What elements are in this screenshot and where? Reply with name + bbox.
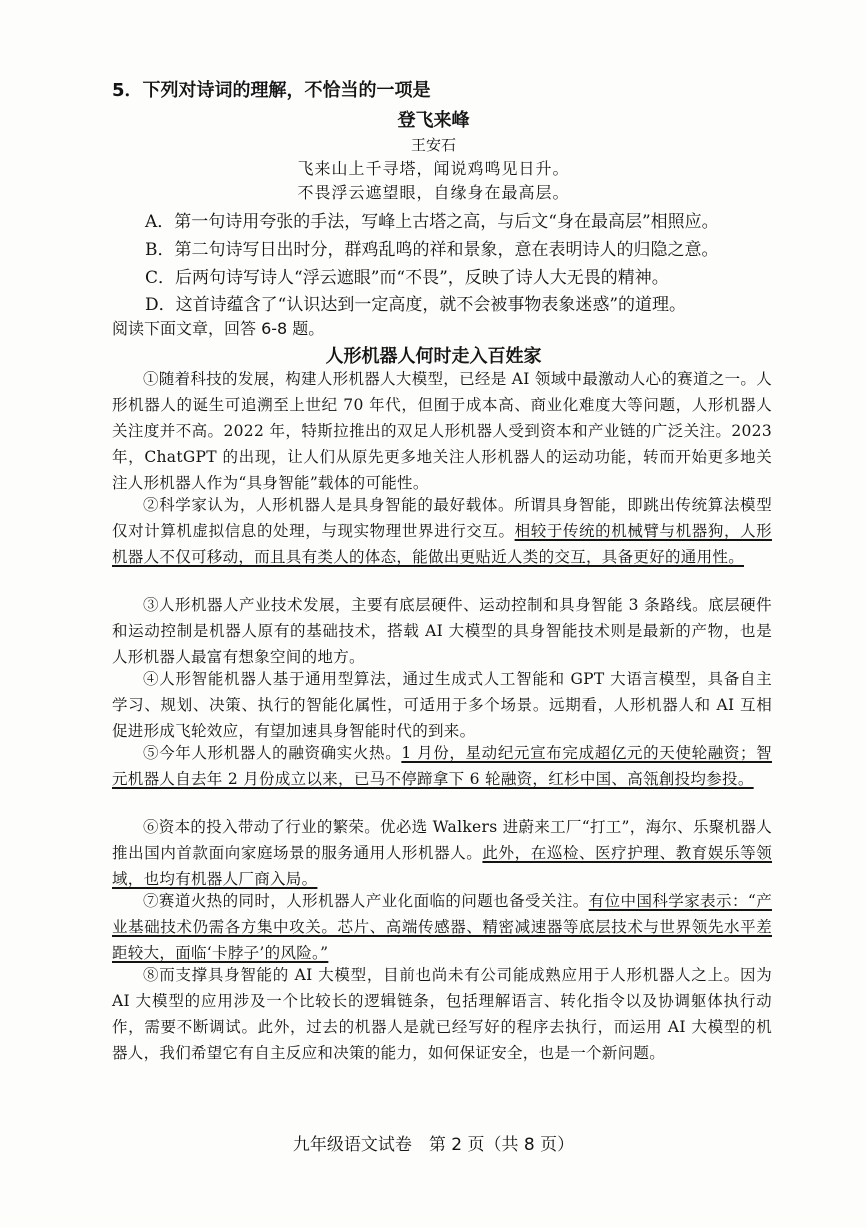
poem-line: 不畏浮云遮望眼，自缘身在最高层。 — [297, 183, 570, 202]
option-c: C．后两句诗写诗人“浮云遮眼”而“不畏”，反映了诗人大无畏的精神。 — [145, 268, 669, 288]
paragraph-7-text: ⑦赛道火热的同时，人形机器人产业化面临的问题也备受关注。 — [143, 892, 589, 910]
paragraph-6 — [112, 814, 772, 892]
paragraph-1: ①随着科技的发展，构建人形机器人大模型，已经是 AI 领域中最激动人心的赛道之一。人形机器人的诞生可追溯至上世纪 70 年代，但囿于成本高、商业化难度大等问题，人形机器人关注度并不高。2022 年，特斯拉推出的双足人形机器人受到资本和产业链的广泛关注。2023 年，ChatGPT 的出现，让人们从原先更多地关注人形机器人的运动功能，转而开始更多地关注人形机器人作为“具身智能”载体的可能性。 — [112, 370, 772, 492]
poem-line: 飞来山上千寻塔，闻说鸡鸣见日升。 — [297, 159, 570, 178]
paragraph-6-text: ⑥资本的投入带动了行业的繁荣。优必选 Walkers 进蔚来工厂“打工”，海尔、乐聚机器人推出国内首款面向家庭场景的服务通用人形机器人。 — [112, 818, 772, 862]
paragraph-2-underlined: 相较于传统的机械臂与机器狗，人形机器人不仅可移动，而且具有类人的体态，能做出更贴近人类的交互，具备更好的通用性。 — [112, 522, 772, 566]
paragraph-5 — [112, 740, 772, 792]
option-d: D．这首诗蕴含了“认识达到一定高度，就不会被事物表象迷惑”的道理。 — [145, 295, 687, 315]
poem-title: 登飞来峰 — [397, 110, 470, 131]
option-a: A．第一句诗用夸张的手法，写峰上古塔之高，与后文“身在最高层”相照应。 — [145, 212, 719, 232]
paragraph-6-underlined: 此外，在巡检、医疗护理、教育娱乐等领域，也均有机器人厂商入局。 — [112, 844, 773, 888]
question-5-title: 5．下列对诗词的理解，不恰当的一项是 — [112, 80, 431, 101]
paragraph-2-text: ②科学家认为，人形机器人是具身智能的最好载体。所谓具身智能，即跳出传统算法模型仅对计算机虚拟信息的处理，与现实物理世界进行交互。 — [112, 496, 772, 540]
paragraph-5-text: ⑤今年人形机器人的融资确实火热。 — [143, 744, 402, 762]
page-footer: 九年级语文试卷 第 2 页（共 8 页） — [292, 1135, 575, 1155]
option-b: B．第二句诗写日出时分，群鸡乱鸣的祥和景象，意在表明诗人的归隐之意。 — [145, 240, 719, 260]
reading-instruction: 阅读下面文章，回答 6-8 题。 — [112, 319, 325, 338]
paragraph-8: ⑧而支撑具身智能的 AI 大模型，目前也尚未有公司能成熟应用于人形机器人之上。因为 AI 大模型的应用涉及一个比较长的逻辑链条，包括理解语言、转化指令以及协调躯体执行动作，需要不断调试。此外，过去的机器人是就已经写好的程序去执行，而运用 AI 大模型的机器人，我们希望它有自主反应和决策的能力，如何保证安全，也是一个新问题。 — [112, 966, 772, 1062]
article-title: 人形机器人何时走入百姓家 — [325, 346, 542, 367]
paragraph-7 — [112, 888, 772, 966]
paragraph-3: ③人形机器人产业技术发展，主要有底层硬件、运动控制和具身智能 3 条路线。底层硬件和运动控制是机器人原有的基础技术，搭载 AI 大模型的具身智能技术则是最新的产物，也是人形机器人最富有想象空间的地方。 — [112, 596, 772, 666]
paragraph-5-underlined: 1 月份，星动纪元宣布完成超亿元的天使轮融资；智元机器人自去年 2 月份成立以来，已马不停蹄拿下 6 轮融资，红杉中国、高瓴創投均参投。 — [112, 744, 772, 788]
paragraph-7-underlined: 有位中国科学家表示：“产业基础技术仍需各方集中攻关。芯片、高端传感器、精密减速器等底层技术与世界领先水平差距较大，面临‘卡脖子’的风险。” — [112, 892, 772, 962]
poem-author: 王安石 — [410, 136, 456, 154]
paragraph-2 — [112, 492, 772, 570]
paragraph-4: ④人形智能机器人基于通用型算法，通过生成式人工智能和 GPT 大语言模型，具备自主学习、规划、决策、执行的智能化属性，可适用于多个场景。远期看，人形机器人和 AI 互相促进形成飞轮效应，有望加速具身智能时代的到来。 — [112, 670, 772, 740]
